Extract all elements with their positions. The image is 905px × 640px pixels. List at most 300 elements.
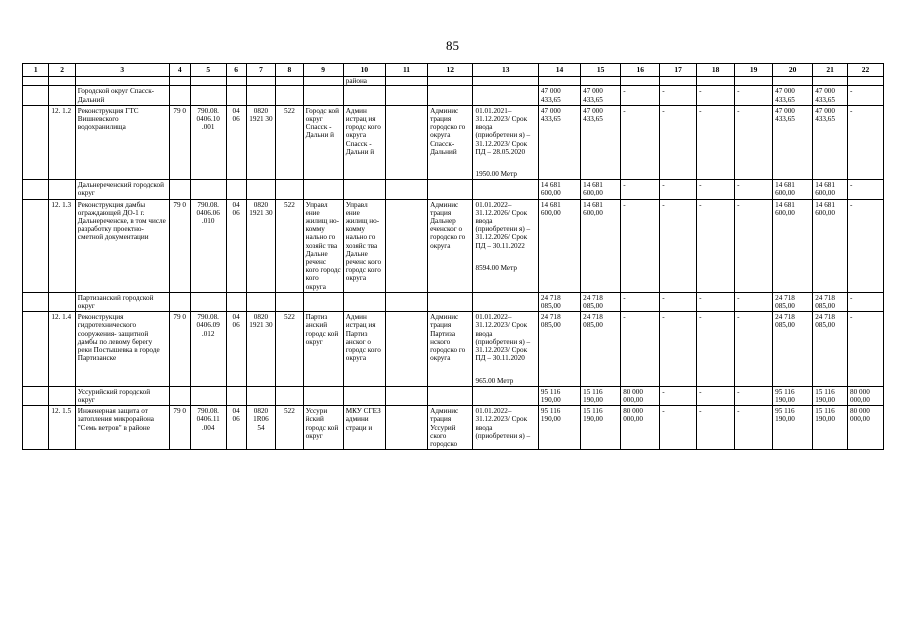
cell-text: - xyxy=(623,87,626,96)
cell-text: - xyxy=(662,387,665,396)
cell-text: 47 000 433,65 xyxy=(815,87,835,104)
cell-text: 522 xyxy=(284,407,295,416)
cell-text: 0820 1R06 54 xyxy=(253,407,269,432)
cell-col-7 xyxy=(246,292,276,311)
cell-col-1 xyxy=(23,86,49,105)
cell-text: - xyxy=(699,87,702,96)
cell-col-3 xyxy=(75,77,169,86)
cell-col-22 xyxy=(848,86,884,105)
cell-col-9 xyxy=(303,105,343,179)
cell-col-3 xyxy=(75,292,169,311)
cell-col-8 xyxy=(276,86,303,105)
continued-row xyxy=(23,77,884,86)
cell-col-4 xyxy=(169,199,190,292)
cell-text: 24 718 085,00 xyxy=(583,313,603,330)
header-row xyxy=(23,64,884,77)
column-header: 10 xyxy=(343,64,385,77)
cell-text: Управл ение жилищ но- комму нально го хозяйс тва Дальне реченс кого городс кого округа xyxy=(345,200,382,283)
cell-col-2 xyxy=(49,77,75,86)
column-header: 22 xyxy=(848,64,884,77)
cell-text: - xyxy=(737,87,740,96)
cell-col-16 xyxy=(621,77,660,86)
cell-text: - xyxy=(850,293,853,302)
cell-col-2 xyxy=(49,312,75,386)
cell-col-2 xyxy=(49,105,75,179)
cell-text: - xyxy=(737,106,740,115)
cell-text: - xyxy=(662,87,665,96)
cell-col-14 xyxy=(538,105,580,179)
cell-col-3 xyxy=(75,105,169,179)
cell-text: Партизанский городской округ xyxy=(77,293,154,311)
cell-col-13 xyxy=(473,406,538,450)
cell-text: - xyxy=(850,200,853,209)
cell-col-4 xyxy=(169,312,190,386)
cell-col-8 xyxy=(276,105,303,179)
cell-col-14 xyxy=(538,406,580,450)
cell-col-16 xyxy=(621,386,660,405)
cell-text: 15 116 190,00 xyxy=(815,387,835,404)
cell-col-4 xyxy=(169,77,190,86)
cell-text: 47 000 433,65 xyxy=(775,87,795,104)
cell-col-6 xyxy=(226,292,246,311)
cell-text: - xyxy=(662,106,665,115)
column-header: 1 xyxy=(23,64,49,77)
cell-text: - xyxy=(662,181,665,190)
cell-col-8 xyxy=(276,292,303,311)
cell-col-3 xyxy=(75,406,169,450)
cell-col-14 xyxy=(538,77,580,86)
cell-col-10 xyxy=(343,86,385,105)
cell-col-2 xyxy=(49,86,75,105)
cell-col-21 xyxy=(813,292,848,311)
cell-text: - xyxy=(850,106,853,115)
cell-text: - xyxy=(850,87,853,96)
cell-col-2 xyxy=(49,292,75,311)
cell-col-5 xyxy=(190,77,226,86)
cell-text: Админ истрац ия Партиз анског о городс кого округа xyxy=(345,313,381,363)
cell-col-19 xyxy=(735,180,773,199)
cell-col-5 xyxy=(190,312,226,386)
cell-col-18 xyxy=(697,292,735,311)
column-header: 16 xyxy=(621,64,660,77)
cell-text: 95 116 190,00 xyxy=(775,407,795,424)
column-header: 11 xyxy=(385,64,427,77)
cell-text: 14 681 600,00 xyxy=(775,181,795,198)
cell-col-15 xyxy=(581,312,621,386)
cell-text: - xyxy=(623,313,626,322)
cell-col-14 xyxy=(538,180,580,199)
cell-text: 522 xyxy=(284,200,295,209)
cell-col-7 xyxy=(246,77,276,86)
column-header: 17 xyxy=(660,64,697,77)
cell-text: Реконструкция дамбы ограждающей ДО-1 г. Дальнереченске, в том числе разработку проектно-сметной документации xyxy=(77,200,166,242)
column-header: 14 xyxy=(538,64,580,77)
cell-col-17 xyxy=(660,180,697,199)
cell-col-8 xyxy=(276,386,303,405)
cell-text: 24 718 085,00 xyxy=(540,313,561,330)
cell-col-18 xyxy=(697,406,735,450)
cell-col-3 xyxy=(75,312,169,386)
cell-text: - xyxy=(737,387,740,396)
cell-col-18 xyxy=(697,86,735,105)
cell-text: - xyxy=(737,293,740,302)
column-header: 5 xyxy=(190,64,226,77)
cell-col-10 xyxy=(343,199,385,292)
cell-col-12 xyxy=(428,406,473,450)
cell-col-11 xyxy=(385,180,427,199)
cell-col-3 xyxy=(75,386,169,405)
cell-col-19 xyxy=(735,386,773,405)
column-header: 15 xyxy=(581,64,621,77)
cell-col-10 xyxy=(343,386,385,405)
cell-col-13 xyxy=(473,180,538,199)
cell-text: 0820 1921 30 xyxy=(249,313,273,330)
cell-text: - xyxy=(662,313,665,322)
cell-col-13 xyxy=(473,77,538,86)
cell-col-4 xyxy=(169,292,190,311)
cell-col-20 xyxy=(773,77,813,86)
cell-text: 12. 1.3 xyxy=(51,200,72,209)
column-header: 3 xyxy=(75,64,169,77)
cell-col-15 xyxy=(581,292,621,311)
cell-text: Админис трация Уссурий ского городско xyxy=(430,407,459,448)
cell-text: 79 0 xyxy=(173,407,186,416)
cell-col-18 xyxy=(697,312,735,386)
cell-col-19 xyxy=(735,312,773,386)
cell-col-11 xyxy=(385,105,427,179)
cell-col-14 xyxy=(538,292,580,311)
cell-text: 522 xyxy=(284,313,295,322)
cell-col-11 xyxy=(385,77,427,86)
cell-text: 47 000 433,65 xyxy=(583,106,603,124)
cell-col-19 xyxy=(735,406,773,450)
cell-col-7 xyxy=(246,105,276,179)
column-header: 2 xyxy=(49,64,75,77)
cell-col-12 xyxy=(428,312,473,386)
cell-text: 01.01.2022– 31.12.2026/ Срок ввода (приобретени я) – 31.12.2026/ Срок ПД – 30.11.2022 xyxy=(475,200,531,250)
cell-text: - xyxy=(737,200,740,209)
cell-text: 01.01.2022– 31.12.2023/ Срок ввода (приобретени я) – 31.12.2023/ Срок ПД – 30.11.2020 xyxy=(475,313,531,363)
cell-col-22 xyxy=(848,292,884,311)
cell-text: 47 000 433,65 xyxy=(583,87,603,104)
column-header: 8 xyxy=(276,64,303,77)
cell-text: Городс кой округ Спасск - Дальни й xyxy=(305,106,339,140)
cell-col-8 xyxy=(276,180,303,199)
cell-text: 24 718 085,00 xyxy=(540,293,561,311)
cell-col-12 xyxy=(428,292,473,311)
cell-col-9 xyxy=(303,180,343,199)
cell-col-12 xyxy=(428,180,473,199)
cell-col-13 xyxy=(473,105,538,179)
cell-col-9 xyxy=(303,86,343,105)
cell-col-1 xyxy=(23,77,49,86)
cell-col-20 xyxy=(773,292,813,311)
cell-col-1 xyxy=(23,199,49,292)
cell-col-5 xyxy=(190,199,226,292)
cell-text: 24 718 085,00 xyxy=(775,293,795,311)
cell-col-7 xyxy=(246,386,276,405)
cell-col-20 xyxy=(773,105,813,179)
cell-col-22 xyxy=(848,386,884,405)
cell-col-15 xyxy=(581,386,621,405)
cell-text: Уссури йский городс кой округ xyxy=(305,407,339,440)
cell-text: 95 116 190,00 xyxy=(775,387,795,404)
cell-col-18 xyxy=(697,105,735,179)
cell-col-18 xyxy=(697,386,735,405)
cell-text: - xyxy=(662,293,665,302)
cell-col-8 xyxy=(276,406,303,450)
cell-col-21 xyxy=(813,406,848,450)
cell-text: 14 681 600,00 xyxy=(583,200,603,217)
cell-col-9 xyxy=(303,386,343,405)
cell-col-15 xyxy=(581,180,621,199)
cell-text: - xyxy=(850,181,853,190)
cell-col-16 xyxy=(621,86,660,105)
cell-col-14 xyxy=(538,86,580,105)
cell-col-4 xyxy=(169,406,190,450)
cell-col-11 xyxy=(385,199,427,292)
cell-col-21 xyxy=(813,86,848,105)
cell-col-6 xyxy=(226,180,246,199)
cell-col-3 xyxy=(75,180,169,199)
cell-col-7 xyxy=(246,180,276,199)
cell-col-19 xyxy=(735,292,773,311)
table-row xyxy=(23,406,884,450)
column-header: 9 xyxy=(303,64,343,77)
cell-text: - xyxy=(623,181,626,190)
cell-col-21 xyxy=(813,386,848,405)
cell-text: - xyxy=(850,313,853,322)
cell-col-19 xyxy=(735,77,773,86)
cell-col-13 xyxy=(473,386,538,405)
cell-text: - xyxy=(699,106,702,115)
cell-col-19 xyxy=(735,199,773,292)
cell-col-9 xyxy=(303,199,343,292)
cell-col-21 xyxy=(813,105,848,179)
cell-col-20 xyxy=(773,180,813,199)
cell-text: 47 000 433,65 xyxy=(540,106,561,124)
cell-text: 24 718 085,00 xyxy=(583,293,603,311)
cell-col-11 xyxy=(385,312,427,386)
cell-col-16 xyxy=(621,199,660,292)
cell-col-13 xyxy=(473,292,538,311)
cell-text: 12. 1.5 xyxy=(51,407,72,416)
cell-col-5 xyxy=(190,292,226,311)
cell-col-20 xyxy=(773,86,813,105)
cell-text: - xyxy=(699,407,702,416)
cell-text: - xyxy=(623,293,626,302)
cell-col-17 xyxy=(660,105,697,179)
cell-text: - xyxy=(699,200,702,209)
cell-text: района xyxy=(345,77,367,86)
cell-text: 24 718 085,00 xyxy=(815,293,835,311)
cell-text: 522 xyxy=(284,106,295,115)
group-row xyxy=(23,86,884,105)
cell-text: 80 000 000,00 xyxy=(850,387,870,404)
cell-text: Инженерная защита от затопления микрорайона "Семь ветров" в районе xyxy=(77,407,154,432)
cell-text: 79 0 xyxy=(173,200,186,209)
cell-col-14 xyxy=(538,199,580,292)
column-header: 7 xyxy=(246,64,276,77)
cell-text: 790.08. 0406.10 .001 xyxy=(196,106,220,132)
cell-col-20 xyxy=(773,406,813,450)
cell-col-2 xyxy=(49,180,75,199)
cell-text: - xyxy=(737,407,740,416)
column-header: 13 xyxy=(473,64,538,77)
cell-text: 04 06 xyxy=(232,106,240,124)
cell-col-6 xyxy=(226,77,246,86)
cell-text: 79 0 xyxy=(173,106,186,115)
cell-col-10 xyxy=(343,105,385,179)
cell-col-11 xyxy=(385,292,427,311)
cell-col-13 xyxy=(473,86,538,105)
cell-text: - xyxy=(699,181,702,190)
cell-col-18 xyxy=(697,180,735,199)
cell-text: 14 681 600,00 xyxy=(540,200,561,217)
cell-text: 79 0 xyxy=(173,313,186,322)
table-row xyxy=(23,105,884,179)
group-row xyxy=(23,386,884,405)
cell-col-12 xyxy=(428,386,473,405)
cell-col-3 xyxy=(75,199,169,292)
cell-text: Реконструкция гидротехнического сооружения- защитной дамбы по левому берегу реки Постышевка в городе Партизанске xyxy=(77,313,160,363)
cell-text: 01.01.2021– 31.12.2023/ Срок ввода (приобретени я) – 31.12.2023/ Срок ПД – 28.05.2020 xyxy=(475,106,531,156)
cell-col-9 xyxy=(303,292,343,311)
cell-col-18 xyxy=(697,77,735,86)
cell-text: 80 000 000,00 xyxy=(623,387,643,404)
cell-text: 14 681 600,00 xyxy=(815,181,835,198)
column-header: 19 xyxy=(735,64,773,77)
cell-text: 47 000 433,65 xyxy=(775,106,795,124)
cell-text: Реконструкция ГТС Вишневского водохранилища xyxy=(77,106,139,132)
cell-col-10 xyxy=(343,406,385,450)
cell-col-5 xyxy=(190,86,226,105)
cell-col-21 xyxy=(813,77,848,86)
cell-text: 47 000 433,65 xyxy=(815,106,835,124)
cell-col-10 xyxy=(343,77,385,86)
cell-text: 0820 1921 30 xyxy=(249,200,273,217)
cell-text: 47 000 433,65 xyxy=(540,87,561,104)
cell-col-2 xyxy=(49,386,75,405)
cell-text: 04 06 xyxy=(232,313,240,330)
cell-text: Админис трация городско го округа Спасск-Дальний xyxy=(430,106,466,156)
cell-col-22 xyxy=(848,406,884,450)
cell-text: 95 116 190,00 xyxy=(540,407,561,424)
cell-text: 15 116 190,00 xyxy=(815,407,835,424)
cell-col-21 xyxy=(813,312,848,386)
cell-col-11 xyxy=(385,86,427,105)
cell-col-18 xyxy=(697,199,735,292)
cell-col-10 xyxy=(343,292,385,311)
cell-col-12 xyxy=(428,77,473,86)
cell-col-5 xyxy=(190,386,226,405)
cell-col-12 xyxy=(428,199,473,292)
cell-col-8 xyxy=(276,77,303,86)
cell-col-9 xyxy=(303,406,343,450)
cell-text: 790.08. 0406.09 .012 xyxy=(196,313,220,338)
cell-col-7 xyxy=(246,86,276,105)
cell-col-13 xyxy=(473,312,538,386)
cell-text: МКУ СГЕЗ админи страци и xyxy=(345,407,381,432)
cell-text: 80 000 000,00 xyxy=(623,407,643,424)
cell-text: - xyxy=(623,200,626,209)
cell-text: Дальнереченский городской округ xyxy=(77,181,164,198)
cell-col-20 xyxy=(773,312,813,386)
cell-text: 80 000 000,00 xyxy=(850,407,870,424)
cell-text: 790.08. 0406.06 .010 xyxy=(196,200,220,226)
cell-text: - xyxy=(699,387,702,396)
capacity-text: 8594.00 Метр xyxy=(475,263,517,272)
group-row xyxy=(23,180,884,199)
table-body xyxy=(23,77,884,450)
cell-col-8 xyxy=(276,199,303,292)
column-header: 6 xyxy=(226,64,246,77)
cell-col-4 xyxy=(169,105,190,179)
cell-col-15 xyxy=(581,86,621,105)
cell-col-16 xyxy=(621,105,660,179)
cell-col-15 xyxy=(581,199,621,292)
cell-text: 14 681 600,00 xyxy=(815,200,835,217)
cell-col-22 xyxy=(848,199,884,292)
cell-col-4 xyxy=(169,180,190,199)
cell-col-13 xyxy=(473,199,538,292)
capacity-text: 1950.00 Метр xyxy=(475,170,517,179)
cell-col-14 xyxy=(538,386,580,405)
cell-text: Админ истрац ия городс кого округа Спасск - Дальни й xyxy=(345,106,381,156)
cell-text: Городской округ Спасск-Дальний xyxy=(77,87,155,104)
cell-text: 0820 1921 30 xyxy=(249,106,273,124)
cell-col-10 xyxy=(343,312,385,386)
cell-col-1 xyxy=(23,312,49,386)
cell-col-17 xyxy=(660,292,697,311)
cell-col-22 xyxy=(848,180,884,199)
capacity-text: 965.00 Метр xyxy=(475,376,514,385)
cell-text: - xyxy=(737,313,740,322)
column-header: 4 xyxy=(169,64,190,77)
cell-col-16 xyxy=(621,312,660,386)
cell-col-20 xyxy=(773,386,813,405)
cell-text: 24 718 085,00 xyxy=(775,313,795,330)
cell-col-12 xyxy=(428,86,473,105)
cell-col-12 xyxy=(428,105,473,179)
table-row xyxy=(23,312,884,386)
cell-col-3 xyxy=(75,86,169,105)
cell-col-5 xyxy=(190,406,226,450)
cell-text: 12. 1.2 xyxy=(51,106,72,115)
cell-col-15 xyxy=(581,105,621,179)
cell-col-10 xyxy=(343,180,385,199)
cell-text: Партиз анский городс кой округ xyxy=(305,313,339,346)
cell-col-7 xyxy=(246,312,276,386)
cell-text: 24 718 085,00 xyxy=(815,313,835,330)
cell-text: - xyxy=(699,293,702,302)
cell-text: - xyxy=(623,106,626,115)
cell-text: 04 06 xyxy=(232,200,240,217)
cell-col-6 xyxy=(226,386,246,405)
cell-col-5 xyxy=(190,105,226,179)
cell-text: Уссурийский городской округ xyxy=(77,387,151,404)
cell-text: 14 681 600,00 xyxy=(583,181,603,198)
cell-col-17 xyxy=(660,86,697,105)
cell-col-9 xyxy=(303,312,343,386)
cell-col-6 xyxy=(226,105,246,179)
cell-col-16 xyxy=(621,406,660,450)
cell-col-1 xyxy=(23,406,49,450)
cell-col-7 xyxy=(246,199,276,292)
cell-text: 95 116 190,00 xyxy=(540,387,561,404)
cell-text: - xyxy=(662,200,665,209)
column-header: 21 xyxy=(813,64,848,77)
